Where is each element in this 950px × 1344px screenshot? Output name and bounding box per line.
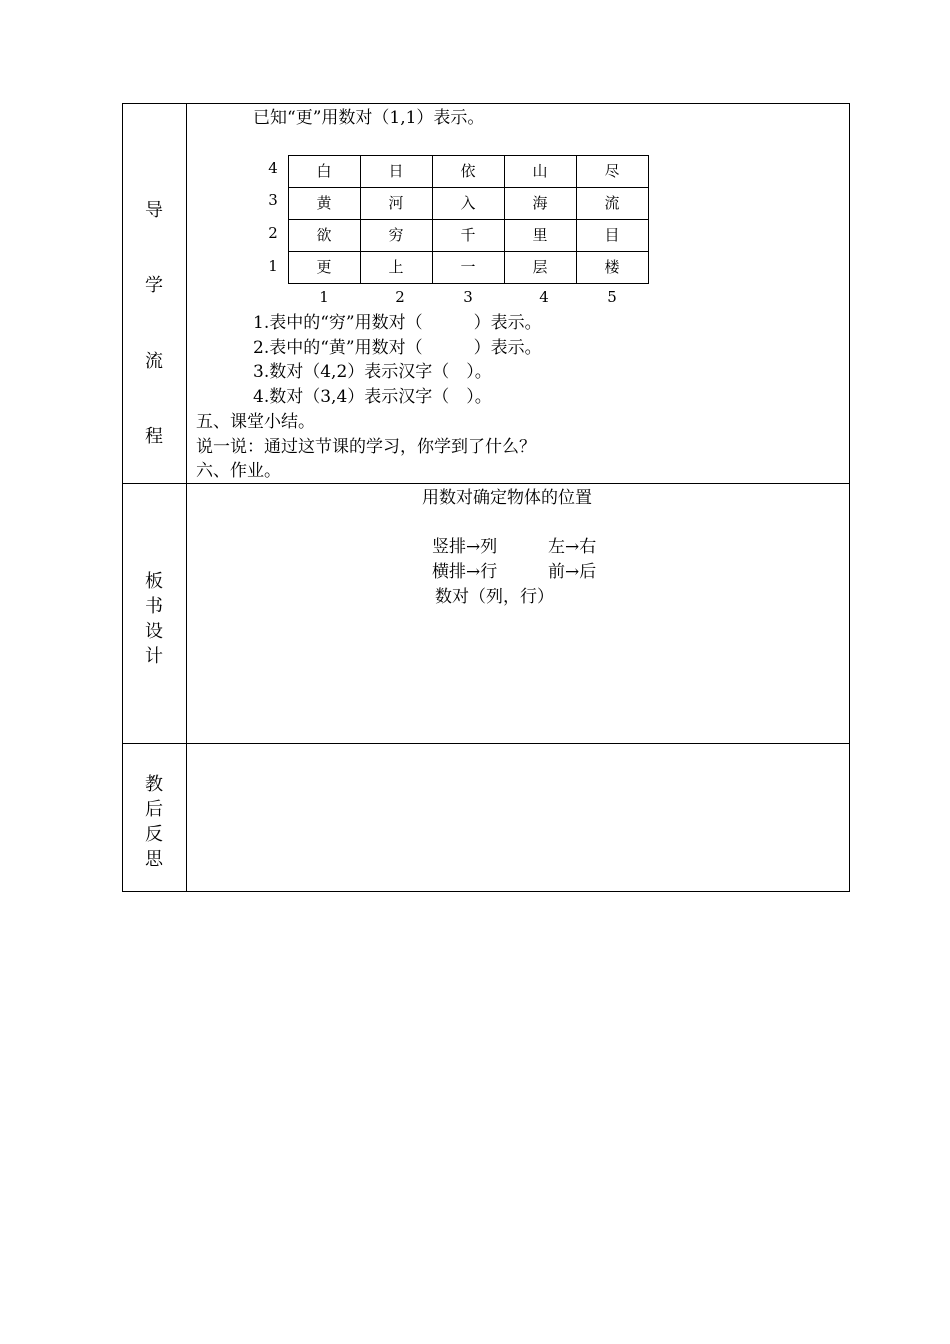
grid-cell: 海 [532,194,548,212]
reflection-label-char: 后 [145,799,163,820]
grid-col-label: 4 [539,288,549,306]
grid-cell: 流 [604,194,620,212]
grid-cell: 更 [316,258,332,276]
character-grid [288,155,648,284]
table-right-border [849,103,850,892]
guide-label-char: 流 [145,351,163,372]
grid-col-label: 1 [319,288,329,306]
grid-col-label: 5 [607,288,617,306]
board-label-char: 计 [145,646,163,667]
board-label-char: 书 [145,596,163,617]
grid-cell: 层 [532,258,548,276]
reflection-label-char: 反 [145,824,163,845]
table-divider-2 [122,743,850,744]
reflection-label-char: 教 [145,774,163,795]
grid-cell: 依 [460,162,476,180]
question-item: 4.数对（3,4）表示汉字（ ）。 [253,387,492,407]
board-label-char: 设 [145,621,163,642]
grid-cell: 目 [604,226,620,244]
grid-row-label: 1 [268,257,278,275]
grid-cell: 千 [460,226,476,244]
grid-cell: 日 [388,162,404,180]
board-line2-left: 横排→行 [432,562,498,582]
grid-cell: 楼 [604,258,620,276]
summary-prompt: 说一说：通过这节课的学习，你学到了什么？ [196,437,536,457]
summary-heading: 五、课堂小结。 [196,412,315,432]
table-column-divider [186,103,187,892]
grid-row-label: 3 [268,191,278,209]
grid-cell: 山 [532,162,548,180]
table-top-border [122,103,850,104]
grid-cell: 一 [460,258,476,276]
grid-row-label: 4 [268,159,278,177]
table-divider-1 [122,483,850,484]
reflection-label-char: 思 [145,849,163,870]
grid-cell: 白 [316,162,332,180]
grid-cell: 穷 [388,226,404,244]
grid-col-label: 3 [463,288,473,306]
grid-cell: 上 [388,258,404,276]
grid-cell: 欲 [316,226,332,244]
board-line1-left: 竖排→列 [432,537,498,557]
guide-intro: 已知“更”用数对（1,1）表示。 [253,108,485,128]
grid-cell: 入 [460,194,476,212]
board-line1-right: 左→右 [548,537,597,557]
grid-cell: 河 [388,194,404,212]
guide-label-char: 导 [145,200,163,221]
guide-label-char: 程 [145,426,163,447]
question-item: 1.表中的“穷”用数对（ ）表示。 [253,313,542,333]
grid-cell: 里 [532,226,548,244]
question-item: 2.表中的“黄”用数对（ ）表示。 [253,338,542,358]
homework-heading: 六、作业。 [196,461,281,481]
table-left-border [122,103,123,892]
board-label-char: 板 [145,571,163,592]
grid-row-label: 2 [268,224,278,242]
grid-line [648,155,649,284]
board-line2-right: 前→后 [548,562,597,582]
guide-label-char: 学 [145,275,163,296]
question-item: 3.数对（4,2）表示汉字（ ）。 [253,362,492,382]
grid-col-label: 2 [395,288,405,306]
grid-cell: 尽 [604,162,620,180]
grid-cell: 黄 [316,194,332,212]
board-line3: 数对（列，行） [435,587,554,607]
board-title: 用数对确定物体的位置 [422,488,592,508]
grid-line [288,283,649,284]
table-bottom-border [122,891,850,892]
